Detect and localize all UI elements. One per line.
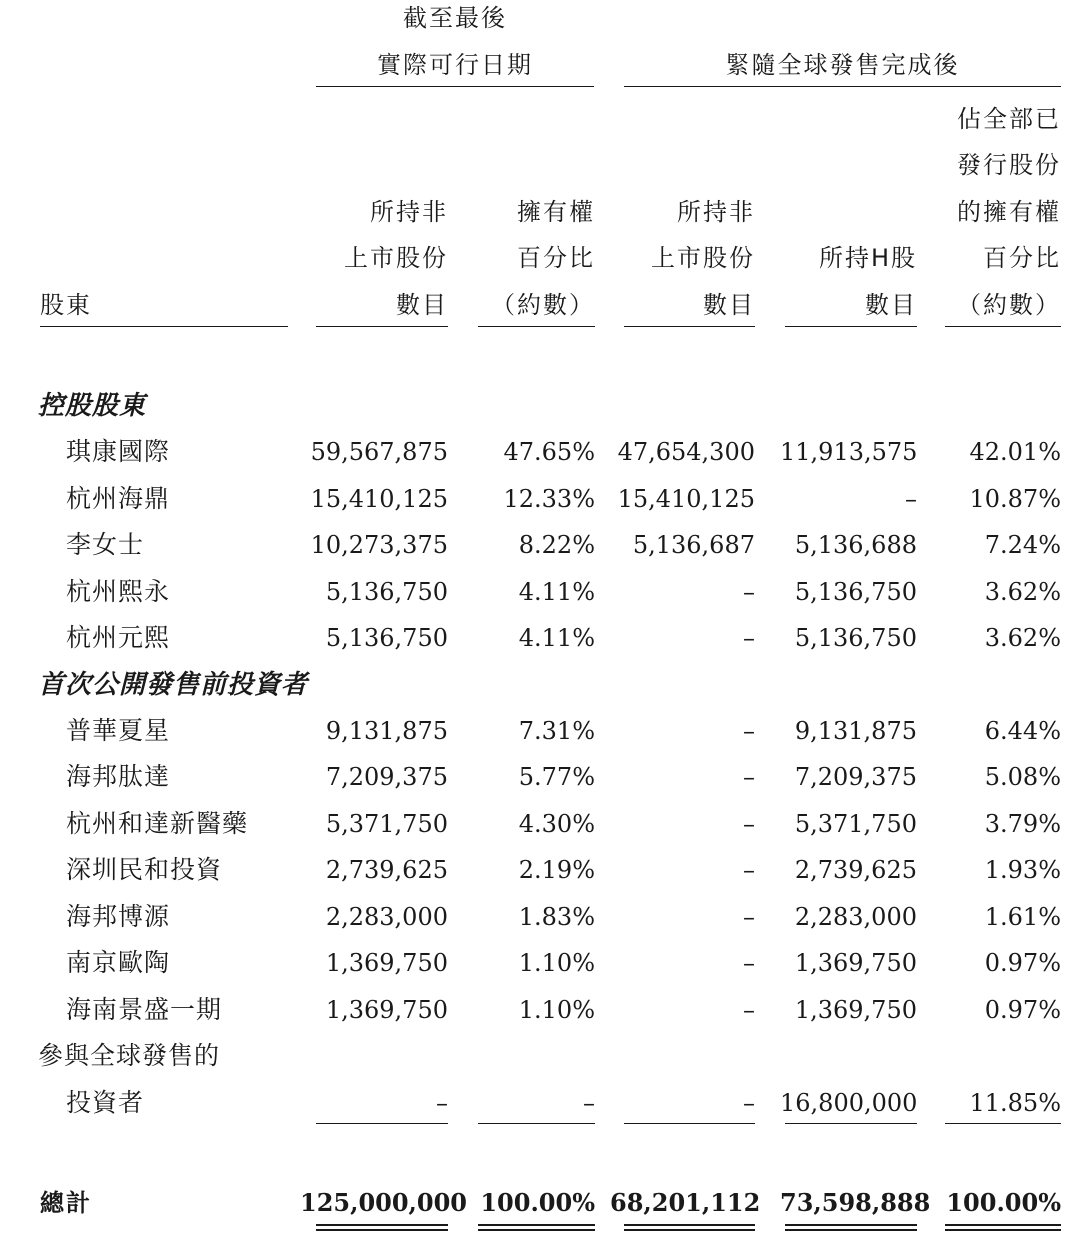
group-header-after-offering-rule (624, 86, 1061, 87)
total-value-col4: 73,598,888 (780, 1188, 931, 1217)
group-header-as-of-line1: 截至最後 (403, 4, 507, 32)
row-value-col3: – (743, 578, 755, 606)
total-double-rule-col2 (478, 1224, 595, 1231)
row-value-col5: 11.85% (969, 1089, 1061, 1117)
row-value-col1: 15,410,125 (310, 485, 448, 513)
row-value-col1: 5,136,750 (325, 624, 448, 652)
row-value-col3: – (743, 624, 755, 652)
group-header-as-of-rule (316, 86, 594, 87)
column-header-col5-line2: 發行股份 (957, 151, 1061, 179)
row-name-line2: 投資者 (66, 1088, 145, 1117)
row-value-col5: 3.79% (984, 810, 1061, 838)
row-value-col2: 1.10% (518, 996, 595, 1024)
row-value-col2: 5.77% (518, 763, 595, 791)
row-value-col1: 9,131,875 (325, 717, 448, 745)
total-value-col1: 125,000,000 (300, 1188, 468, 1217)
row-value-col1: 2,739,625 (325, 856, 448, 884)
row-value-col2: – (583, 1089, 595, 1117)
row-value-col4: 5,371,750 (794, 810, 917, 838)
group-header-as-of-line2: 實際可行日期 (377, 51, 533, 79)
row-name-line1: 參與全球發售的 (38, 1041, 221, 1070)
subtotal-rule-col3 (624, 1123, 755, 1124)
row-value-col5: 5.08% (984, 763, 1061, 791)
row-value-col2: 12.33% (503, 485, 595, 513)
row-value-col1: 5,136,750 (325, 578, 448, 606)
row-name: 琪康國際 (66, 437, 171, 466)
row-value-col4: 5,136,750 (794, 578, 917, 606)
column-header-col1-line2: 上市股份 (344, 244, 448, 272)
total-double-rule-col3 (624, 1224, 755, 1231)
row-value-col3: 5,136,687 (632, 531, 755, 559)
row-value-col3: – (743, 1089, 755, 1117)
total-value-col3: 68,201,112 (610, 1188, 761, 1217)
column-header-col3-line2: 上市股份 (651, 244, 755, 272)
subtotal-rule-col5 (945, 1123, 1061, 1124)
row-value-col4: – (905, 485, 917, 513)
row-value-col3: – (743, 903, 755, 931)
header-rule-col5 (945, 326, 1061, 327)
column-header-col1-line1: 所持非 (370, 198, 448, 226)
column-header-col3-line1: 所持非 (677, 198, 755, 226)
column-header-shareholder: 股東 (40, 291, 92, 319)
column-header-col2-line2: 百分比 (517, 244, 595, 272)
row-value-col1: 2,283,000 (325, 903, 448, 931)
row-value-col5: 3.62% (984, 624, 1061, 652)
row-value-col4: 7,209,375 (794, 763, 917, 791)
row-value-col5: 1.93% (984, 856, 1061, 884)
header-rule-col4 (785, 326, 917, 327)
row-name: 杭州和達新醫藥 (66, 809, 249, 838)
row-value-col4: 2,739,625 (794, 856, 917, 884)
column-header-col4-line1: 所持H股 (818, 244, 917, 272)
row-value-col2: 7.31% (518, 717, 595, 745)
row-value-col5: 6.44% (984, 717, 1061, 745)
column-header-col5-line4: 百分比 (983, 244, 1061, 272)
row-value-col4: 5,136,688 (794, 531, 917, 559)
row-value-col4: 16,800,000 (780, 1089, 918, 1117)
row-value-col2: 1.10% (518, 949, 595, 977)
total-double-rule-col1 (316, 1224, 448, 1231)
column-header-col4-line2: 數目 (865, 291, 917, 319)
total-double-rule-col4 (785, 1224, 917, 1231)
row-value-col4: 2,283,000 (794, 903, 917, 931)
header-rule-shareholder (40, 326, 288, 327)
row-value-col2: 4.30% (518, 810, 595, 838)
row-value-col5: 42.01% (969, 438, 1061, 466)
total-label: 總計 (40, 1189, 92, 1217)
row-value-col3: – (743, 856, 755, 884)
row-value-col1: 1,369,750 (325, 949, 448, 977)
row-value-col5: 10.87% (969, 485, 1061, 513)
total-value-col2: 100.00% (480, 1188, 595, 1217)
row-value-col1: 1,369,750 (325, 996, 448, 1024)
row-name: 普華夏星 (66, 716, 171, 745)
group-header-after-offering: 緊隨全球發售完成後 (725, 51, 960, 79)
column-header-col5-line3: 的擁有權 (957, 198, 1061, 226)
row-name: 杭州熙永 (66, 577, 171, 606)
row-value-col3: – (743, 717, 755, 745)
column-header-col2-line3: （約數） (491, 291, 595, 319)
row-value-col3: – (743, 949, 755, 977)
row-value-col3: – (743, 996, 755, 1024)
row-name: 海邦肽達 (66, 762, 171, 791)
header-rule-col1 (316, 326, 448, 327)
row-value-col1: 7,209,375 (325, 763, 448, 791)
subtotal-rule-col4 (785, 1123, 917, 1124)
row-value-col3: – (743, 810, 755, 838)
section-title-pre-ipo: 首次公開發售前投資者 (38, 670, 309, 700)
row-value-col1: 10,273,375 (310, 531, 448, 559)
row-name: 杭州海鼎 (66, 484, 171, 513)
column-header-col3-line3: 數目 (703, 291, 755, 319)
column-header-col1-line3: 數目 (396, 291, 448, 319)
row-value-col3: – (743, 763, 755, 791)
row-value-col3: 47,654,300 (617, 438, 755, 466)
row-value-col2: 4.11% (518, 624, 595, 652)
row-value-col4: 1,369,750 (794, 996, 917, 1024)
row-value-col5: 0.97% (984, 996, 1061, 1024)
row-value-col4: 1,369,750 (794, 949, 917, 977)
row-value-col1: 5,371,750 (325, 810, 448, 838)
total-value-col5: 100.00% (946, 1188, 1061, 1217)
row-value-col2: 8.22% (518, 531, 595, 559)
row-name: 李女士 (66, 530, 145, 559)
row-value-col2: 2.19% (518, 856, 595, 884)
row-value-col4: 9,131,875 (794, 717, 917, 745)
total-double-rule-col5 (945, 1224, 1061, 1231)
row-value-col3: 15,410,125 (617, 485, 755, 513)
column-header-col2-line1: 擁有權 (517, 198, 595, 226)
subtotal-rule-col2 (478, 1123, 595, 1124)
header-rule-col3 (624, 326, 755, 327)
row-name: 杭州元熙 (66, 623, 171, 652)
row-value-col2: 1.83% (518, 903, 595, 931)
row-name: 海邦博源 (66, 902, 171, 931)
row-value-col5: 7.24% (984, 531, 1061, 559)
header-rule-col2 (478, 326, 595, 327)
column-header-col5-line1: 佔全部已 (957, 105, 1061, 133)
row-value-col2: 47.65% (503, 438, 595, 466)
row-value-col5: 0.97% (984, 949, 1061, 977)
subtotal-rule-col1 (316, 1123, 448, 1124)
row-name: 南京歐陶 (66, 948, 171, 977)
row-value-col1: 59,567,875 (310, 438, 448, 466)
row-value-col4: 11,913,575 (780, 438, 918, 466)
row-value-col5: 1.61% (984, 903, 1061, 931)
row-value-col1: – (436, 1089, 448, 1117)
row-name: 海南景盛一期 (66, 995, 223, 1024)
section-title-controlling: 控股股東 (38, 391, 147, 421)
row-value-col4: 5,136,750 (794, 624, 917, 652)
row-name: 深圳民和投資 (66, 855, 223, 884)
row-value-col2: 4.11% (518, 578, 595, 606)
row-value-col5: 3.62% (984, 578, 1061, 606)
column-header-col5-line5: （約數） (957, 291, 1061, 319)
